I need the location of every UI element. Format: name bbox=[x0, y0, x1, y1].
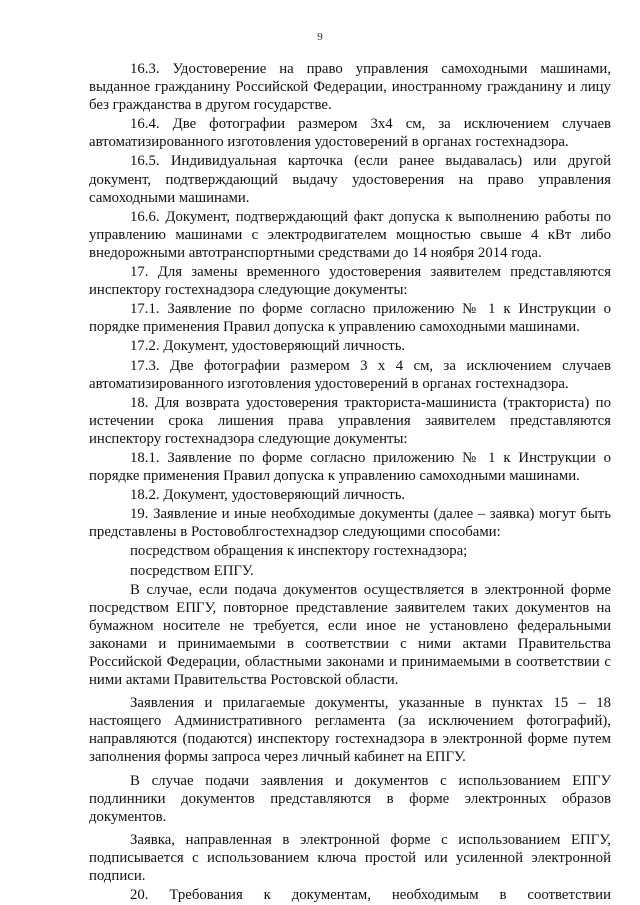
paragraph-16-6: 16.6. Документ, подтверждающий факт допуска к выполнению работы по управлению машинами с электродвигателем мощностью свыше 4 кВт либо внедорожными автотранспортными средствами до 14 ноября 2014 года. bbox=[89, 208, 611, 261]
paragraph-method-epgu: посредством ЕПГУ. bbox=[130, 562, 254, 579]
paragraph-18-1: 18.1. Заявление по форме согласно приложению № 1 к Инструкции о порядке применения Правил допуска к управлению самоходными машинами. bbox=[89, 449, 611, 485]
paragraph-17-3: 17.3. Две фотографии размером 3 х 4 см, за исключением случаев автоматизированного изготовления удостоверений в органах гостехнадзора. bbox=[89, 357, 611, 392]
paragraph-applications-attached: Заявления и прилагаемые документы, указанные в пунктах 15 – 18 настоящего Административного регламента (за исключением фотографий), направляются (подаются) инспектору гостехнадзора в электронной форме путем заполнения формы запроса через личный кабинет на ЕПГУ. bbox=[89, 695, 611, 766]
paragraph-17: 17. Для замены временного удостоверения заявителем представляются инспектору гостехнадзора следующие документы: bbox=[89, 264, 611, 299]
paragraph-17-1: 17.1. Заявление по форме согласно приложению № 1 к Инструкции о порядке применения Правил допуска к управлению самоходными машинами. bbox=[89, 301, 611, 336]
paragraph-18-2: 18.2. Документ, удостоверяющий личность. bbox=[130, 487, 406, 504]
paragraph-18: 18. Для возврата удостоверения тракториста-машиниста (тракториста) по истечении срока лишения права управления заявителем представляются инспектору гостехнадзора следующие документы: bbox=[89, 394, 611, 447]
paragraph-19: 19. Заявление и иные необходимые документы (далее – заявка) могут быть представлены в Ростовоблгостехнадзор следующими способами: bbox=[89, 506, 611, 541]
paragraph-17-2: 17.2. Документ, удостоверяющий личность. bbox=[130, 338, 406, 355]
paragraph-20: 20. Требования к документам, необходимым в соответствии bbox=[130, 887, 611, 904]
paragraph-16-5: 16.5. Индивидуальная карточка (если ранее выдавалась) или другой документ, подтверждающий выдачу удостоверения на право управления самоходными машинами. bbox=[89, 153, 611, 206]
paragraph-electronic-submission: В случае, если подача документов осуществляется в электронной форме посредством ЕПГУ, повторное представление заявителем таких документов на бумажном носителе не требуется, если иное не установлено федеральными законами и принимаемыми в соответствии с ними актами Правительства Российской Федерации, областными законами и принимаемыми в соответствии с ними актами Правительства Ростовской области. bbox=[89, 581, 611, 689]
page-number: 9 bbox=[317, 31, 323, 43]
paragraph-16-3: 16.3. Удостоверение на право управления самоходными машинами, выданное гражданину Российской Федерации, иностранному гражданину и лицу без гражданства в другом государстве. bbox=[89, 61, 611, 114]
paragraph-16-4: 16.4. Две фотографии размером 3х4 см, за исключением случаев автоматизированного изготовления удостоверений в органах гостехнадзора. bbox=[89, 116, 611, 151]
paragraph-method-inspector: посредством обращения к инспектору гостехнадзора; bbox=[130, 543, 468, 560]
document-body bbox=[89, 60, 611, 904]
paragraph-originals: В случае подачи заявления и документов с использованием ЕПГУ подлинники документов представляются в форме электронных образов документов. bbox=[89, 772, 611, 825]
paragraph-signature: Заявка, направленная в электронной форме с использованием ЕПГУ, подписывается с использованием ключа простой или усиленной электронной подписи. bbox=[89, 831, 611, 885]
